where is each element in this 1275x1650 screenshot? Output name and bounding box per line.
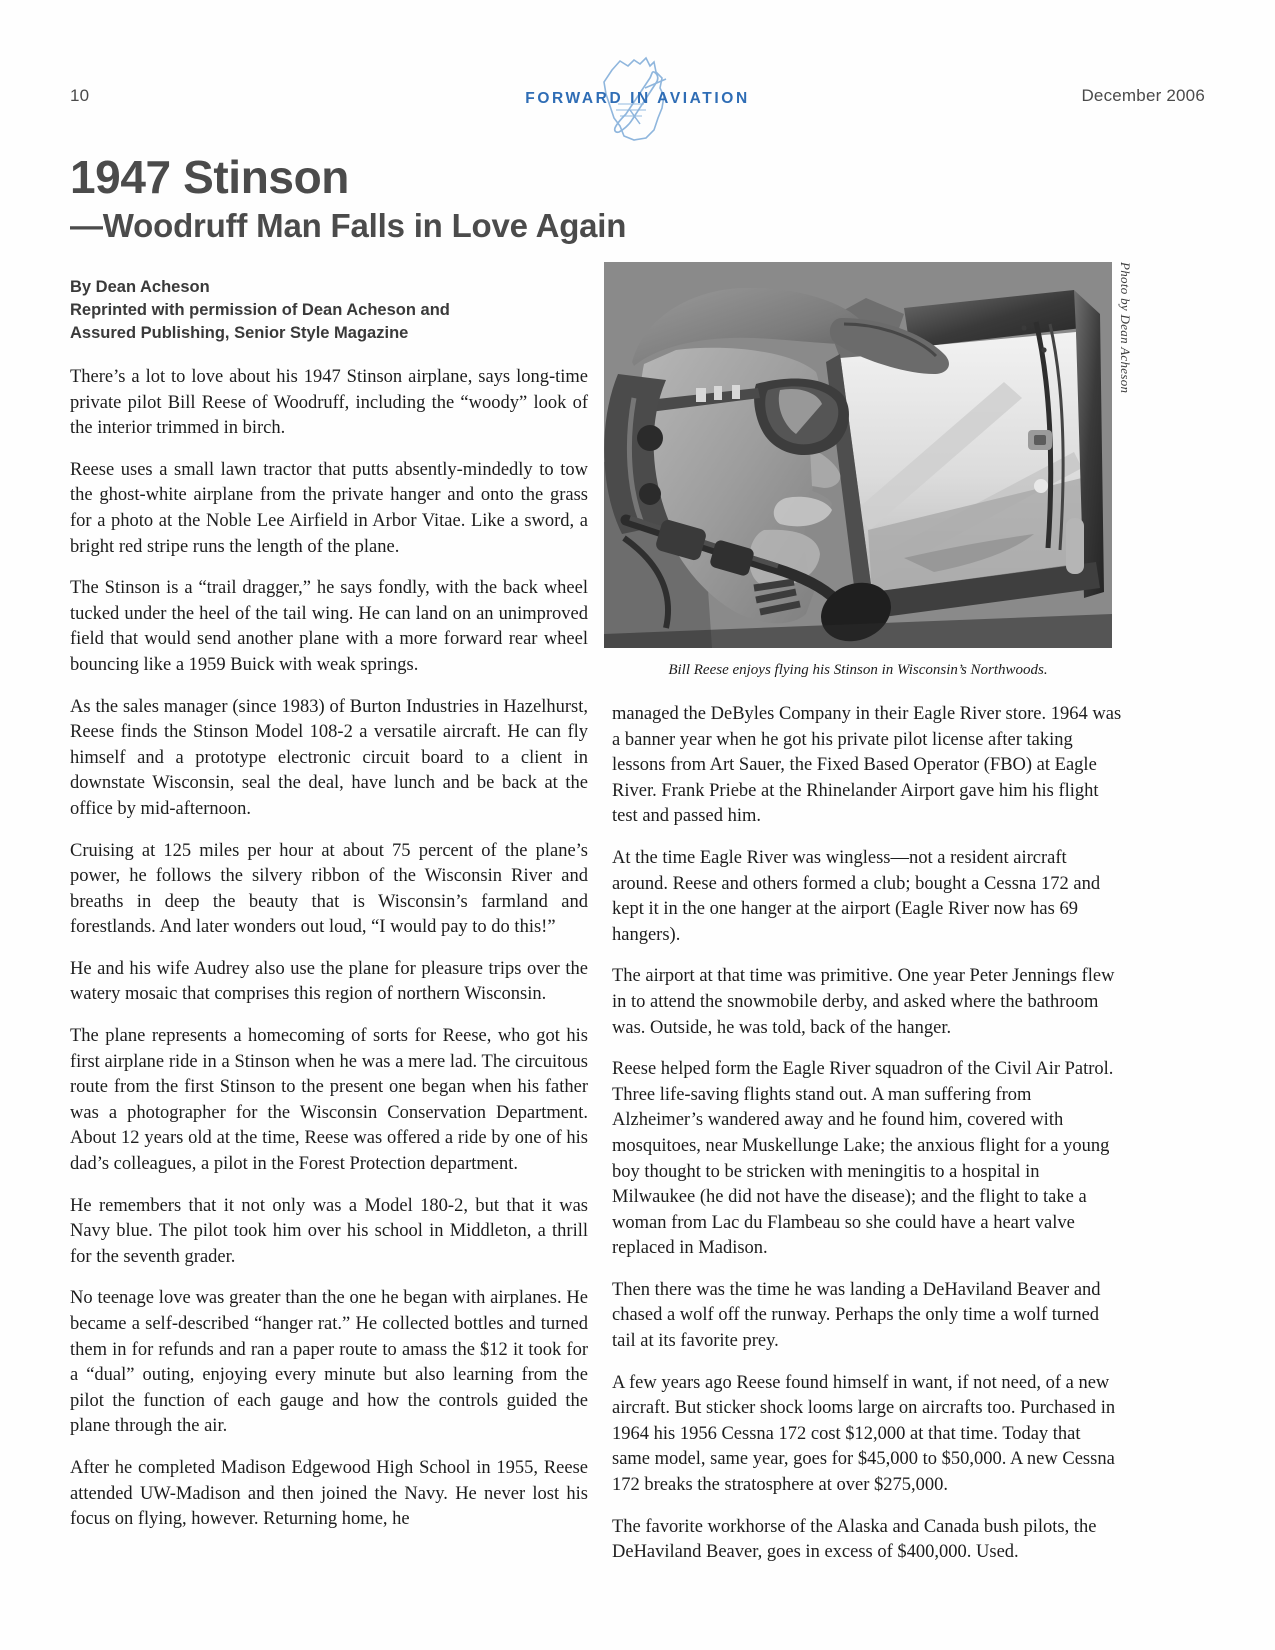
left-column [70,276,588,1533]
pilot-in-cockpit-photo [604,262,1112,648]
article-subhead: —Woodruff Man Falls in Love Again [70,207,627,244]
paragraph: The plane represents a homecoming of sorts for Reese, who got his first airplane ride in a Stinson when he was a mere lad. The circuitous route from the first Stinson to the present one began when his father was a photographer for the Wisconsin Conservation Department. About 12 years old at the time, Reese was offered a ride by one of his dad’s colleagues, a pilot in the Forest Protection department. [70,1026,588,1175]
paragraph: The airport at that time was primitive. One year Peter Jennings flew in to attend the snowmobile derby, and asked where the bathroom was. Outside, he was told, back of the hanger. [612,966,1115,1038]
paragraph: Reese uses a small lawn tractor that putts absently-mindedly to tow the ghost-white airplane from the private hanger and onto the grass for a photo at the Noble Lee Airfield in Arbor Vitae. Like a sword, a bright red stripe runs the length of the plane. [70,459,588,557]
paragraph: As the sales manager (since 1983) of Burton Industries in Hazelhurst, Reese finds the Stinson Model 108-2 a versatile aircraft. He can fly himself and a prototype electronic circuit board to a client in downstate Wisconsin, seal the deal, have lunch and be back at the office by mid-afternoon. [70,696,588,819]
issue-date: December 2006 [1081,86,1205,105]
headline-block [70,152,1070,246]
byline-line: Assured Publishing, Senior Style Magazine [70,324,409,342]
paragraph: After he completed Madison Edgewood High School in 1955, Reese attended UW-Madison and then joined the Navy. He never lost his focus on flying, however. Returning home, he [70,1457,588,1530]
paragraph: He remembers that it not only was a Model 180-2, but that it was Navy blue. The pilot took him over his school in Middleton, a thrill for the seventh grader. [70,1195,588,1267]
right-column [612,702,1122,1566]
article-headline: 1947 Stinson [70,151,349,203]
paragraph: He and his wife Audrey also use the plane for pleasure trips over the watery mosaic that comprises this region of northern Wisconsin. [70,958,588,1005]
paragraph: No teenage love was greater than the one he began with airplanes. He became a self-described “hanger rat.” He collected bottles and turned them in for refunds and ran a paper route to amass the $12 it took for a “dual” outing, enjoying every minute but also learning from the pilot the function of each gauge and how the controls guided the plane through the air. [70,1288,588,1437]
page-number: 10 [70,86,90,105]
paragraph: Reese helped form the Eagle River squadron of the Civil Air Patrol. Three life-saving flights stand out. A man suffering from Alzheimer’s wandered away and he found him, covered with mosquitoes, near Muskellunge Lake; the anxious flight for a young boy thought to be stricken with meningitis to a hospital in Milwaukee (he did not have the disease); and the flight to take a woman from Lac du Flambeau so she could have a heart valve replaced in Madison. [612,1059,1114,1259]
paragraph: managed the DeByles Company in their Eagle River store. 1964 was a banner year when he got his private pilot license after taking lessons from Art Sauer, the Fixed Based Operator (FBO) at Eagle River. Frank Priebe at the Rhinelander Airport gave him his flight test and passed him. [612,704,1122,827]
paragraph: The Stinson is a “trail dragger,” he says fondly, with the back wheel tucked under the heel of the tail wing. He can land on an unimproved field that would send another plane with a more forward rear wheel bouncing like a 1959 Buick with weak springs. [70,578,588,675]
publication-name: FORWARD IN AVIATION [525,90,750,107]
paragraph: The favorite workhorse of the Alaska and Canada bush pilots, the DeHaviland Beaver, goes in excess of $400,000. Used. [612,1516,1097,1563]
paragraph: Cruising at 125 miles per hour at about 75 percent of the plane’s power, he follows the silvery ribbon of the Wisconsin River and breaths in deep the beauty that is Wisconsin’s farmland and forestlands. And later wonders out loud, “I would pay to do this!” [70,840,588,938]
byline-line: Reprinted with permission of Dean Acheson and [70,301,450,319]
paragraph: There’s a lot to love about his 1947 Stinson airplane, says long-time private pilot Bill Reese of Woodruff, including the “woody” look of the interior trimmed in birch. [70,367,588,439]
publication-logo [508,52,768,148]
byline-line: By Dean Acheson [70,278,210,296]
photo-credit: Photo by Dean Acheson [1118,262,1133,394]
article-byline [70,276,588,345]
page-header [70,60,1205,140]
article-photo [604,262,1112,648]
photo-caption: Bill Reese enjoys flying his Stinson in Wisconsin’s Northwoods. [668,662,1048,678]
paragraph: A few years ago Reese found himself in want, if not need, of a new aircraft. But sticker shock looms large on aircrafts too. Purchased in 1964 his 1956 Cessna 172 cost $12,000 at that time. Today that same model, same year, goes for $45,000 to $50,000. A new Cessna 172 breaks the stratosphere at over $275,000. [612,1372,1116,1496]
paragraph: At the time Eagle River was wingless—not a resident aircraft around. Reese and others formed a club; bought a Cessna 172 and kept it in the one hanger at the airport (Eagle River now has 69 hangers). [612,847,1101,945]
paragraph: Then there was the time he was landing a DeHaviland Beaver and chased a wolf off the runway. Perhaps the only time a wolf turned tail at its favorite prey. [612,1279,1101,1352]
